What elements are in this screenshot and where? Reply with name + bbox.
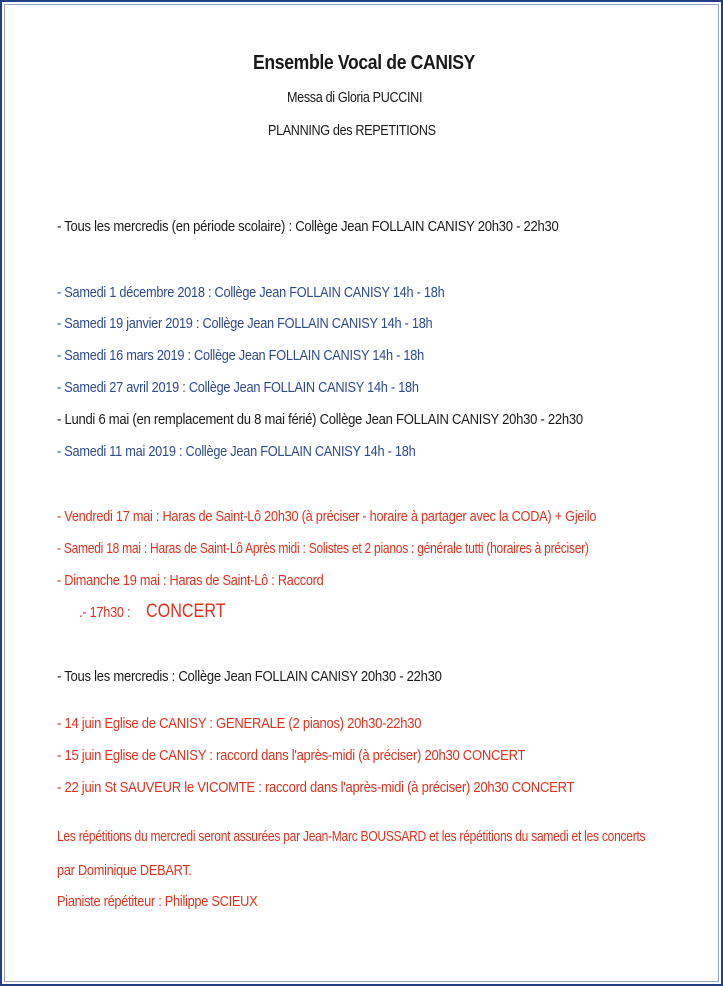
saturday-rehearsal-line: - Samedi 16 mars 2019 : Collège Jean FOLLAIN CANISY 14h - 18h — [57, 347, 424, 364]
weekly-rehearsal-line: - Tous les mercredis (en période scolaire) : Collège Jean FOLLAIN CANISY 20h30 - 22h30 — [57, 218, 559, 235]
haras-event-line: - Dimanche 19 mai : Haras de Saint-Lô : Raccord — [57, 572, 324, 589]
haras-event-line: - Samedi 18 mai : Haras de Saint-Lô Après midi : Solistes et 2 pianos : générale tutti (horaires à préciser) — [57, 540, 589, 557]
haras-event-line: - Vendredi 17 mai : Haras de Saint-Lô 20h30 (à préciser - horaire à partager avec la CODA) + Gjeilo — [57, 508, 597, 525]
weekly-rehearsal-line-2: - Tous les mercredis : Collège Jean FOLLAIN CANISY 20h30 - 22h30 — [57, 668, 442, 685]
concert-time: .- 17h30 : — [79, 604, 131, 621]
notes-line: Les répétitions du mercredi seront assurées par Jean-Marc BOUSSARD et les répétitions du samedi et les concerts — [57, 828, 646, 845]
saturday-rehearsal-line: - Samedi 27 avril 2019 : Collège Jean FOLLAIN CANISY 14h - 18h — [57, 379, 419, 396]
june-event-line: - 22 juin St SAUVEUR le VICOMTE : raccord dans l'après-midi (à préciser) 20h30 CONCERT — [57, 779, 575, 796]
saturday-rehearsal-line: - Samedi 11 mai 2019 : Collège Jean FOLLAIN CANISY 14h - 18h — [57, 443, 416, 460]
saturday-rehearsal-line: - Samedi 19 janvier 2019 : Collège Jean FOLLAIN CANISY 14h - 18h — [57, 315, 433, 332]
june-event-line: - 14 juin Eglise de CANISY : GENERALE (2 pianos) 20h30-22h30 — [57, 715, 422, 732]
pianist-line: Pianiste répétiteur : Philippe SCIEUX — [57, 893, 258, 910]
document-title: Ensemble Vocal de CANISY — [253, 52, 476, 74]
monday-rehearsal-line: - Lundi 6 mai (en remplacement du 8 mai férié) Collège Jean FOLLAIN CANISY 20h30 - 22h30 — [57, 411, 583, 428]
planning-heading: PLANNING des REPETITIONS — [268, 122, 436, 139]
notes-line: par Dominique DEBART. — [57, 862, 192, 879]
saturday-rehearsal-line: - Samedi 1 décembre 2018 : Collège Jean FOLLAIN CANISY 14h - 18h — [57, 284, 445, 301]
concert-label: CONCERT — [146, 601, 226, 622]
june-event-line: - 15 juin Eglise de CANISY : raccord dans l'après-midi (à préciser) 20h30 CONCERT — [57, 747, 526, 764]
work-title: Messa di Gloria PUCCINI — [287, 89, 423, 106]
